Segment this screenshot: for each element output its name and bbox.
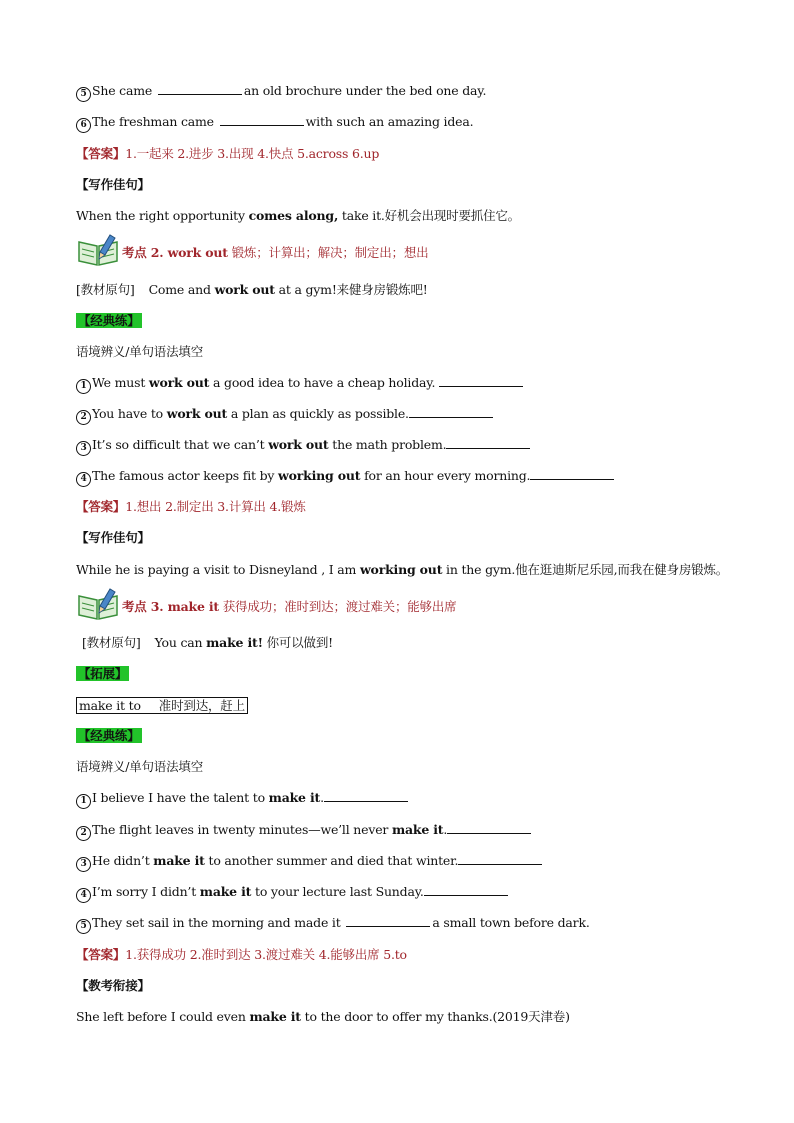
item-number: 1 — [76, 379, 91, 394]
instruction: 语境辨义/单句语法填空 — [76, 344, 204, 359]
answer-blank[interactable] — [346, 915, 430, 927]
section-heading: 【写作佳句】 — [76, 177, 150, 192]
item-number: 4 — [76, 472, 91, 487]
answer-blank[interactable] — [439, 375, 523, 387]
item-number: 3 — [76, 441, 91, 456]
point-title: 考点 3. make it 获得成功；准时到达；渡过难关；能够出席 — [122, 599, 457, 614]
exercise-item: 2 The flight leaves in twenty minutes—we’ll never make it. — [76, 822, 531, 841]
answer-blank[interactable] — [324, 790, 408, 802]
item-number: 4 — [76, 888, 91, 903]
item-number: 1 — [76, 794, 91, 809]
answer-blank[interactable] — [446, 437, 530, 449]
exercise-item: 5 They set sail in the morning and made it a small town before dark. — [76, 915, 590, 934]
instruction: 语境辨义/单句语法填空 — [76, 759, 204, 774]
answer-line: 【答案】1.想出 2.制定出 3.计算出 4.锻炼 — [76, 499, 306, 514]
item-number: 5 — [76, 919, 91, 934]
example-sentence: She left before I could even make it to the door to offer my thanks.(2019天津卷) — [76, 1009, 570, 1024]
answer-line: 【答案】1.一起来 2.进步 3.出现 4.快点 5.across 6.up — [76, 146, 380, 161]
section-heading: 【教考衔接】 — [76, 978, 150, 993]
item-number: 5 — [76, 87, 91, 102]
item-number: 6 — [76, 118, 91, 133]
answer-blank[interactable] — [409, 406, 493, 418]
book-pen-icon — [76, 586, 120, 620]
extension-tag: 【拓展】 — [78, 666, 128, 681]
example-sentence: While he is paying a visit to Disneyland , I am working out in the gym.他在逛迪斯尼乐园,而我在健身房锻炼。 — [76, 562, 729, 577]
example-sentence: When the right opportunity comes along, take it.好机会出现时要抓住它。 — [76, 208, 520, 223]
answer-blank[interactable] — [158, 83, 242, 95]
textbook-sentence: [教材原句] You can make it! 你可以做到! — [82, 635, 333, 650]
exercise-item: 1 We must work out a good idea to have a cheap holiday. — [76, 375, 523, 394]
answer-blank[interactable] — [447, 822, 531, 834]
exercise-item: 3 It’s so difficult that we can’t work out the math problem. — [76, 437, 530, 456]
exercise-item: 2 You have to work out a plan as quickly as possible. — [76, 406, 493, 425]
answer-blank[interactable] — [530, 468, 614, 480]
answer-line: 【答案】1.获得成功 2.准时到达 3.渡过难关 4.能够出席 5.to — [76, 947, 407, 962]
book-pen-icon — [76, 232, 120, 266]
item-number: 2 — [76, 826, 91, 841]
extension-box: make it to 准时到达，赶上 — [76, 698, 248, 714]
practice-tag: 【经典练】 — [78, 728, 140, 743]
item-number: 3 — [76, 857, 91, 872]
answer-blank[interactable] — [458, 853, 542, 865]
exercise-item: 1 I believe I have the talent to make it. — [76, 790, 408, 809]
answer-blank[interactable] — [220, 114, 304, 126]
exercise-item: 5 She came an old brochure under the bed one day. — [76, 83, 486, 102]
textbook-sentence: [教材原句] Come and work out at a gym!来健身房锻炼吧! — [76, 282, 428, 297]
item-number: 2 — [76, 410, 91, 425]
exercise-item: 4 The famous actor keeps fit by working out for an hour every morning. — [76, 468, 614, 487]
exercise-item: 3 He didn’t make it to another summer and died that winter. — [76, 853, 542, 872]
practice-tag: 【经典练】 — [78, 313, 140, 328]
answer-blank[interactable] — [424, 884, 508, 896]
exercise-item: 4 I’m sorry I didn’t make it to your lecture last Sunday. — [76, 884, 508, 903]
point-title: 考点 2. work out 锻炼；计算出；解决；制定出；想出 — [122, 245, 429, 260]
section-heading: 【写作佳句】 — [76, 530, 150, 545]
exercise-item: 6 The freshman came with such an amazing idea. — [76, 114, 473, 133]
